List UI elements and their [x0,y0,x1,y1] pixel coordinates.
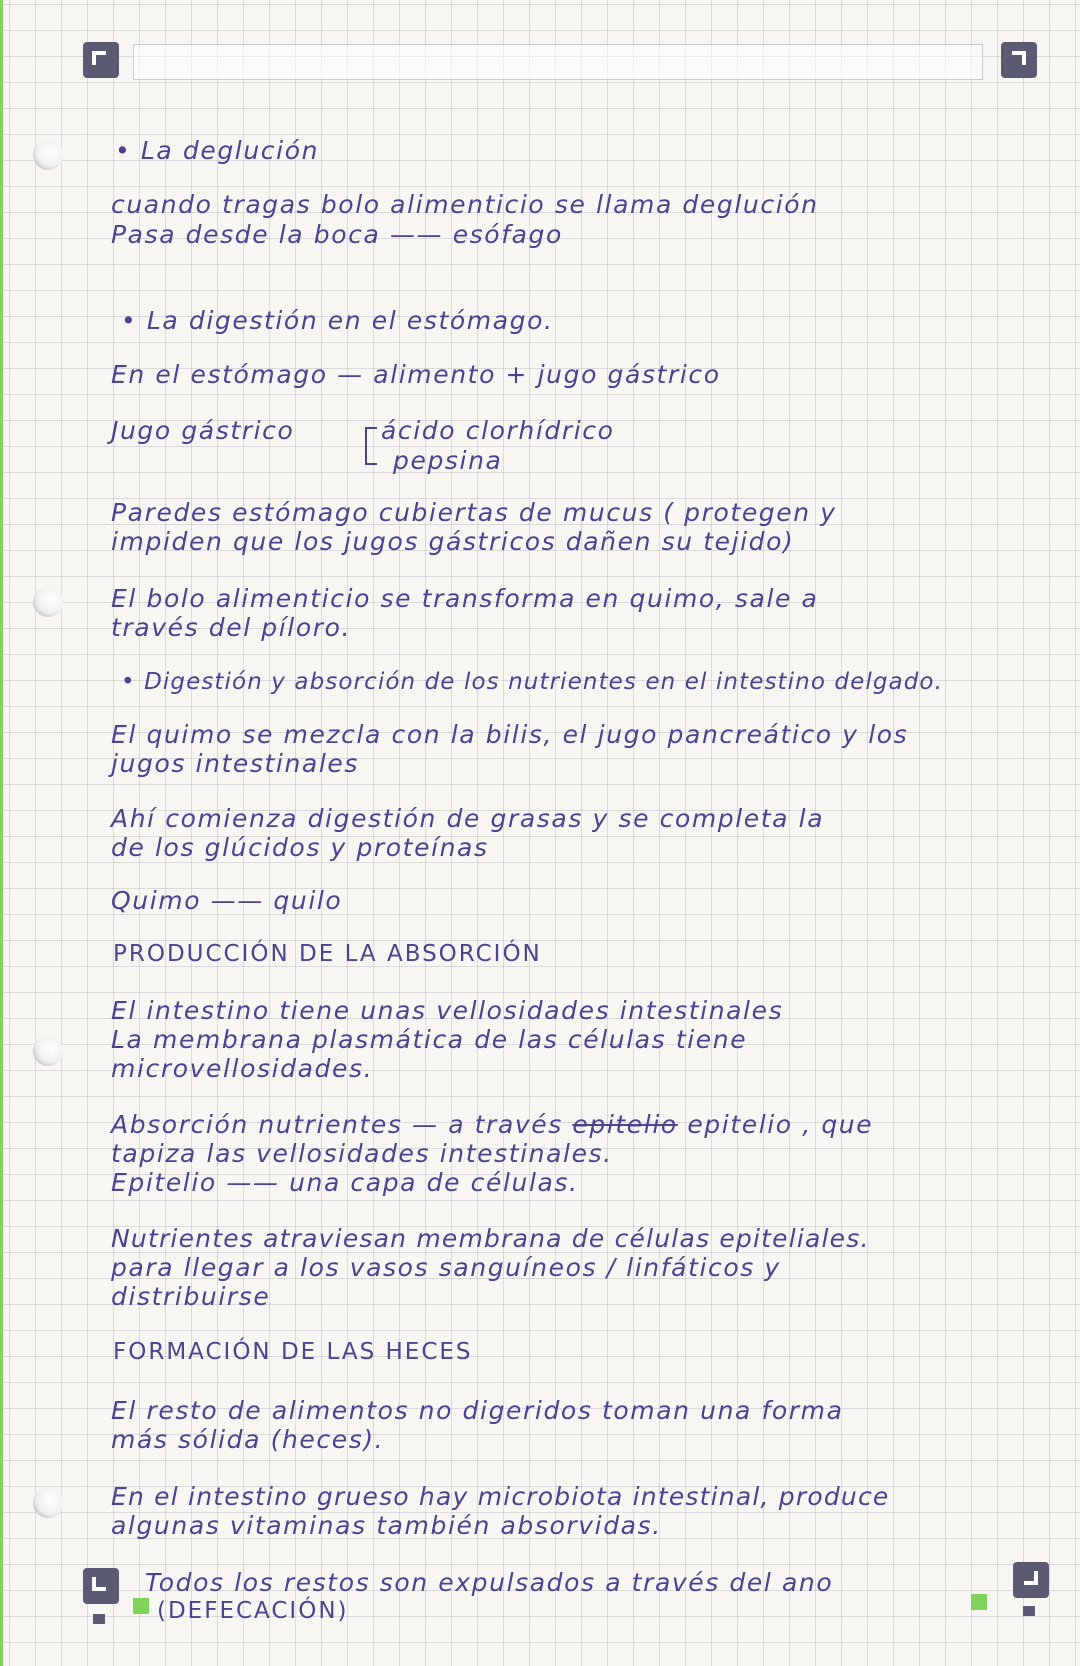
corner-mark-top-right-icon [1001,42,1037,78]
text-line: más sólida (heces). [111,1425,385,1454]
text-line: En el estómago — alimento + jugo gástrico [111,360,721,389]
heading-digestion-estomago: • La digestión en el estómago. [121,306,554,335]
text-line: Todos los restos son expulsados a través del ano [145,1568,834,1597]
text-line: Ahí comienza digestión de grasas y se completa la [111,804,825,833]
tick-mark-icon [93,1614,105,1624]
text-segment: Absorción nutrientes — a través [111,1110,563,1139]
text-line: jugos intestinales [111,749,359,778]
jugo-item: pepsina [393,446,503,475]
text-segment: epitelio , que [687,1110,874,1139]
text-line: Pasa desde la boca —— esófago [111,220,563,249]
punch-hole-icon [33,140,63,170]
text-line: para llegar a los vasos sanguíneos / linfáticos y [111,1253,781,1282]
text-line: algunas vitaminas también absorvidas. [111,1511,662,1540]
punch-hole-icon [33,587,63,617]
heading-intestino-delgado: • Digestión y absorción de los nutrientes en el intestino delgado. [121,669,944,695]
text-line: cuando tragas bolo alimenticio se llama deglución [111,190,819,219]
heading-deglucion: • La deglución [115,136,320,165]
text-line: Quimo —— quilo [111,886,343,915]
text-line: de los glúcidos y proteínas [111,833,489,862]
text-line [111,1110,873,1139]
corner-mark-bottom-left-icon [83,1568,119,1604]
text-line: tapiza las vellosidades intestinales. [111,1139,613,1168]
jugo-item: ácido clorhídrico [381,416,615,445]
bracket-icon [365,427,377,465]
corner-mark-top-left-icon [83,42,119,78]
text-line: El intestino tiene unas vellosidades intestinales [111,996,784,1025]
punch-hole-icon [33,1036,63,1066]
text-line: distribuirse [111,1282,271,1311]
text-line: microvellosidades. [111,1054,374,1083]
green-square-icon [971,1594,987,1610]
text-line: (DEFECACIÓN) [157,1598,349,1624]
heading-produccion-absorcion: PRODUCCIÓN DE LA ABSORCIÓN [113,941,542,967]
punch-hole-icon [33,1488,63,1518]
text-line: Paredes estómago cubiertas de mucus ( protegen y [111,498,837,527]
text-line: El quimo se mezcla con la bilis, el jugo pancreático y los [111,720,909,749]
tick-mark-icon [1023,1606,1035,1616]
text-line: En el intestino grueso hay microbiota intestinal, produce [111,1482,890,1511]
heading-formacion-heces: FORMACIÓN DE LAS HECES [113,1339,473,1365]
text-line: El resto de alimentos no digeridos toman una forma [111,1396,844,1425]
text-line: Nutrientes atraviesan membrana de células epiteliales. [111,1224,870,1253]
text-line: El bolo alimenticio se transforma en quimo, sale a [111,584,819,613]
text-line: La membrana plasmática de las células tiene [111,1025,748,1054]
text-line: través del píloro. [111,613,352,642]
jugo-gastrico-label: Jugo gástrico [111,416,295,445]
text-line: Epitelio —— una capa de células. [111,1168,579,1197]
corner-mark-bottom-right-icon [1013,1562,1049,1598]
struck-word: epitelio [572,1110,678,1139]
green-square-icon [133,1598,149,1614]
text-line: impiden que los jugos gástricos dañen su tejido) [111,527,795,556]
page-header-box [133,44,983,80]
